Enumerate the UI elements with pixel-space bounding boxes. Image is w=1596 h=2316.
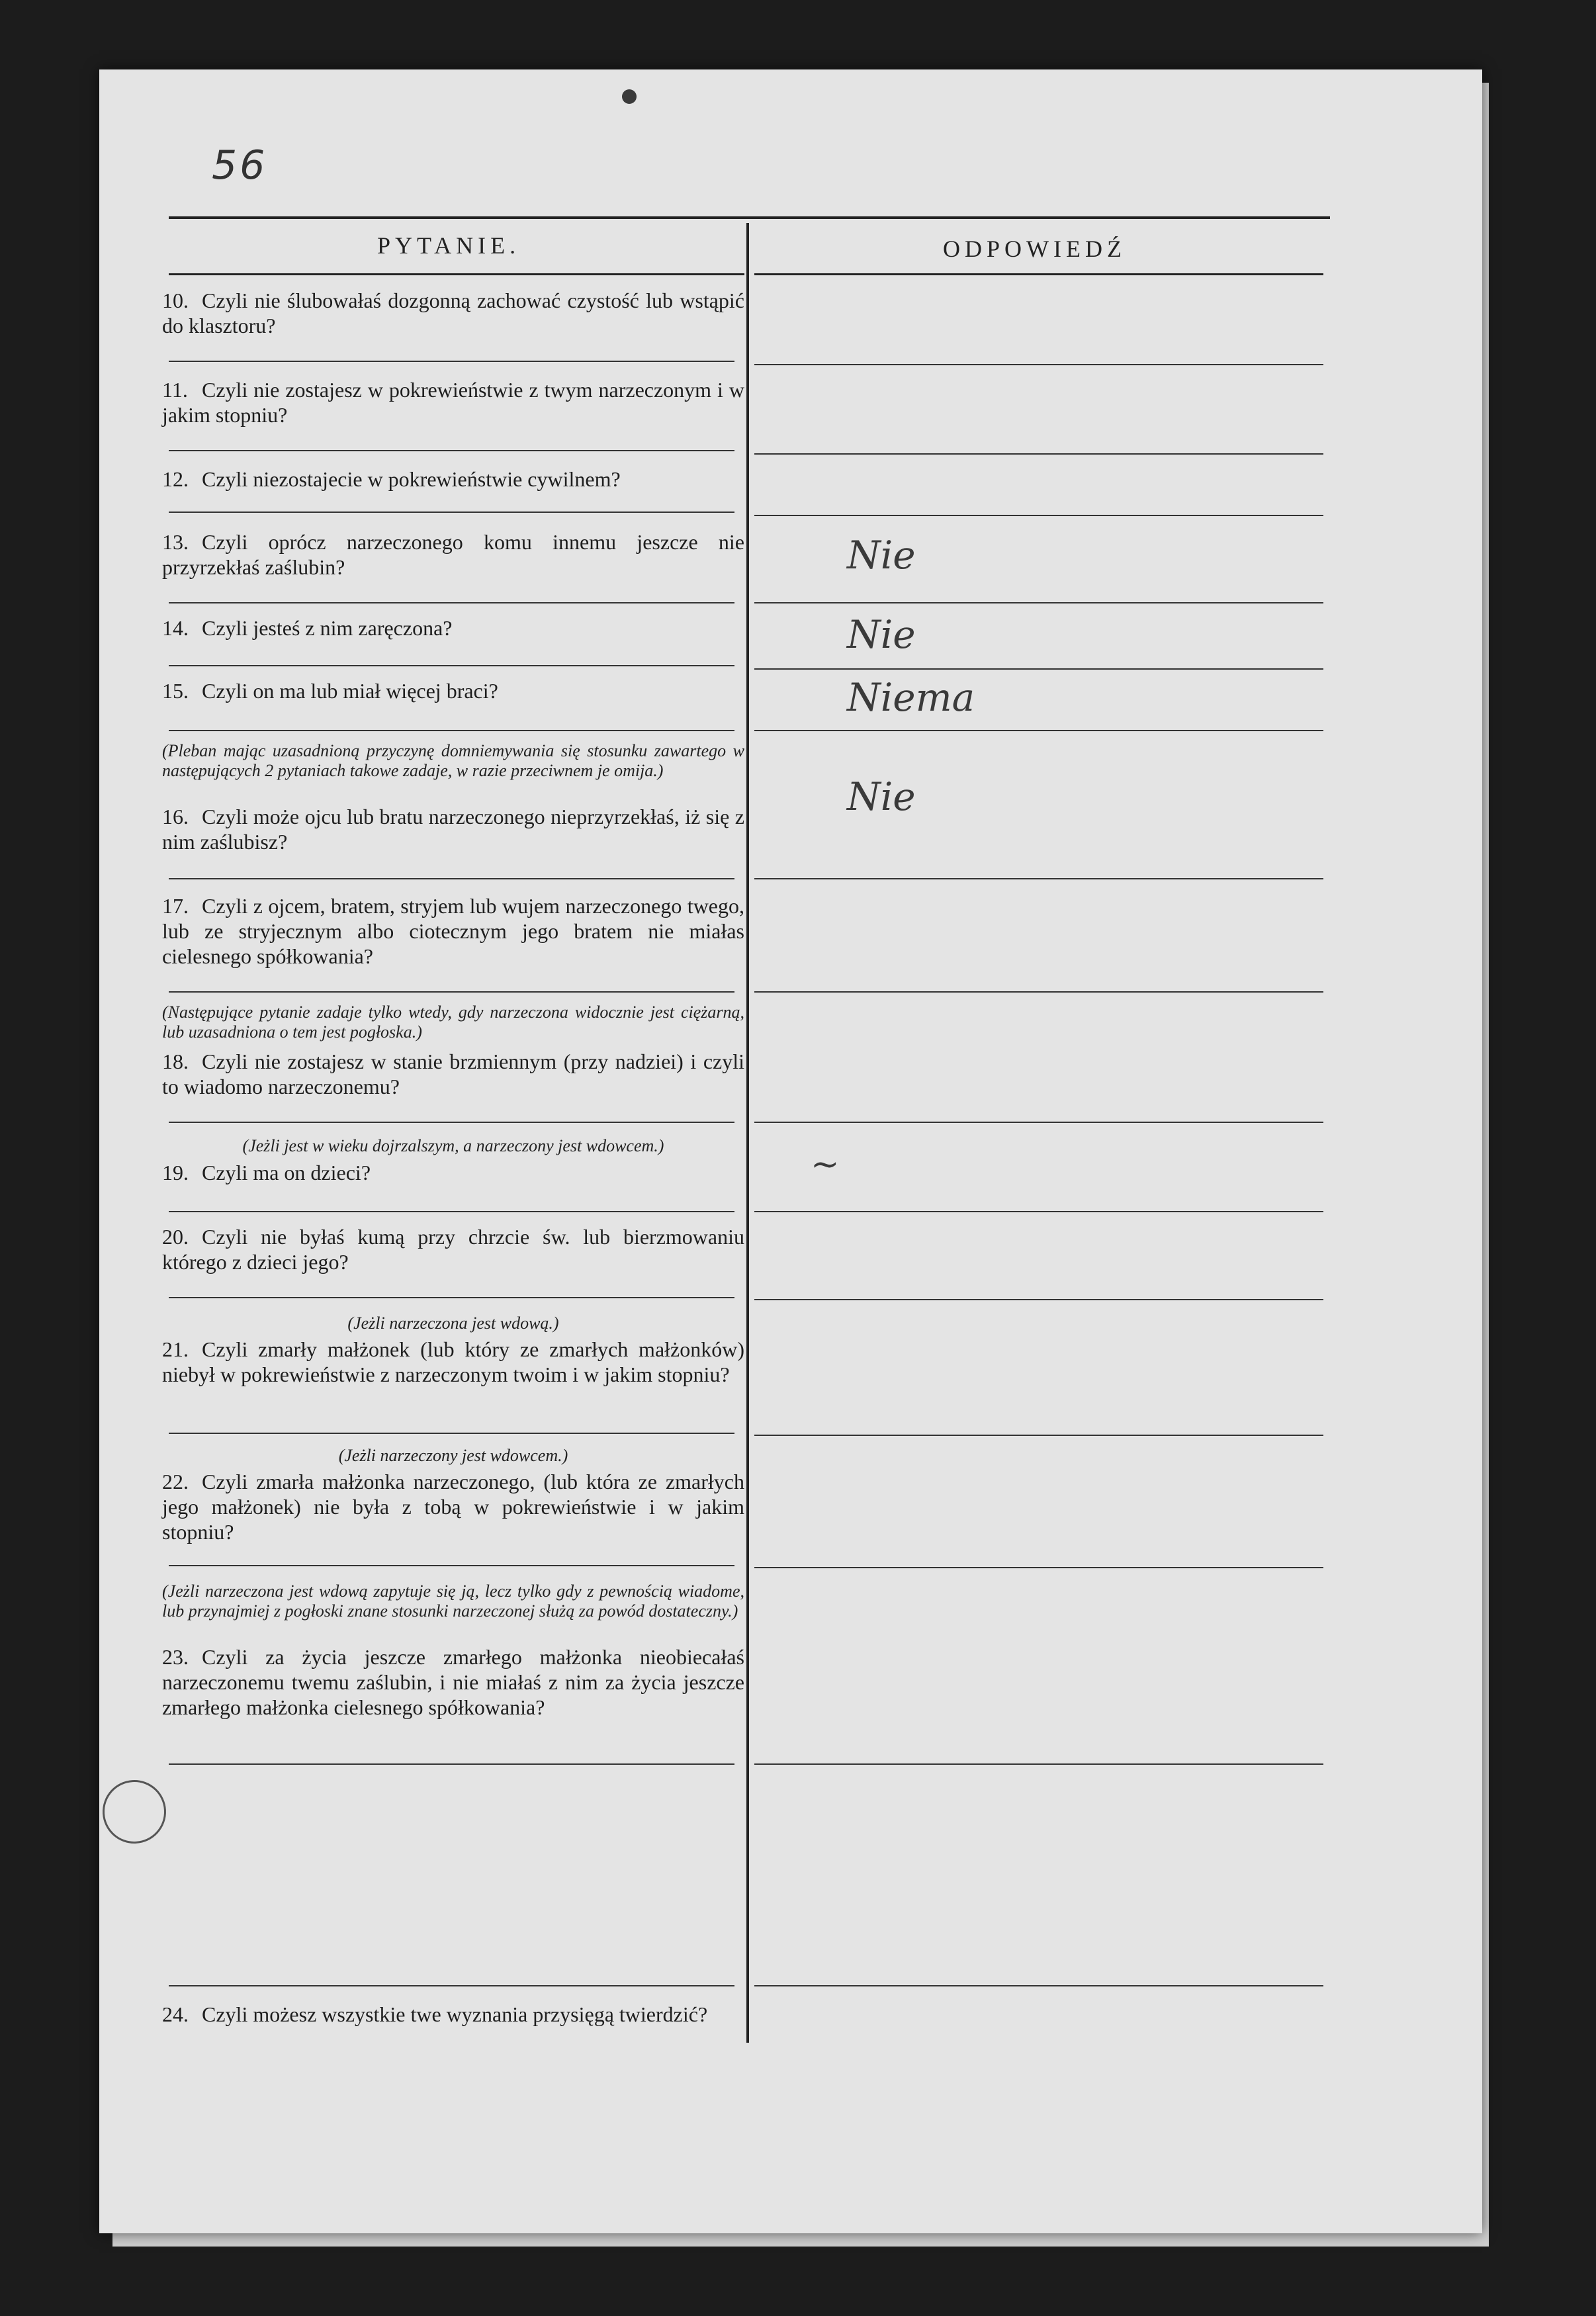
question-20 [162, 1224, 744, 1274]
question-number: 16. [162, 805, 189, 828]
question-10 [162, 288, 744, 338]
header-question: PYTANIE. [377, 232, 521, 259]
note-before-18: (Następujące pytanie zadaje tylko wtedy, gdy narzeczona widocznie jest ciężarną, lub uzasadniona o tem jest pogłoska.) [162, 1002, 744, 1042]
note-before-23: (Jeżli narzeczona jest wdową zapytuje się ją, lecz tylko gdy z pewnością wiadome, lub przynajmiej z pogłoski znane stosunki narzeczonej służą za powód dostateczny.) [162, 1581, 744, 1621]
question-text: Czyli niezostajecie w pokrewieństwie cywilnem? [202, 467, 621, 491]
note-before-22: (Jeżli narzeczony jest wdowcem.) [338, 1446, 568, 1465]
answer-line [754, 1985, 1323, 1986]
question-text: Czyli zmarła małżonka narzeczonego, (lub która ze zmarłych jego małżonek) nie była z tobą w pokrewieństwie i w jakim stopniu? [162, 1470, 744, 1544]
note-before-16: (Pleban mając uzasadnioną przyczynę domniemywania się stosunku zawartego w następujących 2 pytaniach takowe zadaje, w razie przeciwnem je omija.) [162, 741, 744, 780]
answer-line [754, 878, 1323, 879]
top-rule [169, 216, 1330, 219]
question-18 [162, 1049, 744, 1099]
note-before-21: (Jeżli narzeczona jest wdową.) [347, 1314, 559, 1333]
question-number: 13. [162, 530, 189, 554]
header-answer: ODPOWIEDŹ [943, 236, 1126, 262]
separator [169, 1985, 734, 1986]
page-number: 56 [212, 142, 268, 189]
question-24 [162, 2002, 744, 2027]
answer-line [754, 1299, 1323, 1300]
header-rule-left [169, 273, 744, 275]
separator [169, 602, 734, 603]
question-number: 14. [162, 616, 189, 640]
answer-line [754, 730, 1323, 731]
answer-13-handwritten: Nie [847, 533, 916, 578]
question-number: 24. [162, 2002, 189, 2026]
question-number: 17. [162, 894, 189, 918]
question-text: Czyli on ma lub miał więcej braci? [202, 679, 498, 703]
separator [169, 1297, 734, 1298]
question-number: 22. [162, 1470, 189, 1493]
question-13 [162, 529, 744, 580]
column-divider [746, 223, 749, 2043]
answer-line [754, 1763, 1323, 1765]
question-text: Czyli nie byłaś kumą przy chrzcie św. lub bierzmowaniu którego z dzieci jego? [162, 1225, 744, 1274]
question-19 [162, 1160, 744, 1185]
separator [169, 1433, 734, 1434]
separator [169, 665, 734, 666]
question-text: Czyli może ojcu lub bratu narzeczonego nieprzyrzekłaś, iż się z nim zaślubisz? [162, 805, 744, 854]
separator [169, 1565, 734, 1566]
question-number: 20. [162, 1225, 189, 1249]
question-text: Czyli z ojcem, bratem, stryjem lub wujem narzeczonego twego, lub ze stryjecznym albo ciotecznym jego bratem nie miałas cielesnego spółkowania? [162, 894, 744, 968]
separator [169, 1763, 734, 1765]
question-number: 12. [162, 467, 189, 491]
question-15 [162, 678, 744, 703]
question-number: 15. [162, 679, 189, 703]
question-number: 23. [162, 1645, 189, 1669]
separator [169, 512, 734, 513]
answer-line [754, 1567, 1323, 1568]
answer-line [754, 991, 1323, 993]
separator [169, 991, 734, 993]
question-12 [162, 467, 744, 492]
separator [169, 878, 734, 879]
separator [169, 450, 734, 451]
question-text: Czyli nie zostajesz w stanie brzmiennym (przy nadziei) i czyli to wiadomo narzeczonemu? [162, 1049, 744, 1098]
question-text: Czyli jesteś z nim zaręczona? [202, 616, 453, 640]
question-text: Czyli nie zostajesz w pokrewieństwie z twym narzeczonym i w jakim stopniu? [162, 378, 744, 427]
form-page [99, 69, 1482, 2233]
question-number: 19. [162, 1161, 189, 1184]
question-number: 11. [162, 378, 188, 402]
question-number: 18. [162, 1049, 189, 1073]
question-text: Czyli oprócz narzeczonego komu innemu jeszcze nie przyrzekłaś zaślubin? [162, 530, 744, 579]
question-text: Czyli za życia jeszcze zmarłego małżonka nieobiecałaś narzeczonemu twemu zaślubin, i nie miałaś z nim za życia jeszcze zmarłego małżonka cielesnego spółkowania? [162, 1645, 744, 1719]
question-text: Czyli nie ślubowałaś dozgonną zachować czystość lub wstąpić do klasztoru? [162, 289, 744, 337]
question-17 [162, 893, 744, 969]
answer-14-handwritten: Nie [847, 612, 916, 657]
question-21 [162, 1337, 744, 1387]
separator [169, 361, 734, 362]
answer-15-handwritten: Niema [847, 675, 975, 720]
question-23 [162, 1644, 744, 1720]
punch-hole [622, 89, 637, 104]
question-number: 21. [162, 1337, 189, 1361]
question-16 [162, 804, 744, 854]
answer-line [754, 364, 1323, 365]
archive-stamp [92, 1769, 177, 1854]
answer-line [754, 1211, 1323, 1212]
separator [169, 1211, 734, 1212]
header-rule-right [754, 273, 1323, 275]
answer-line [754, 453, 1323, 455]
separator [169, 1122, 734, 1123]
question-number: 10. [162, 289, 189, 312]
question-text: Czyli możesz wszystkie twe wyznania przysięgą twierdzić? [202, 2002, 708, 2026]
answer-19-handwritten-mark: ~ [811, 1145, 840, 1184]
separator [169, 730, 734, 731]
question-14 [162, 615, 744, 641]
answer-line [754, 668, 1323, 670]
answer-line [754, 1435, 1323, 1436]
question-text: Czyli zmarły małżonek (lub który ze zmarłych małżonków) niebył w pokrewieństwie z narzeczonym twoim i w jakim stopniu? [162, 1337, 744, 1386]
note-before-19: (Jeżli jest w wieku dojrzalszym, a narzeczony jest wdowcem.) [242, 1136, 664, 1155]
question-11 [162, 377, 744, 427]
question-22 [162, 1469, 744, 1544]
answer-line [754, 602, 1323, 603]
answer-line [754, 515, 1323, 516]
question-text: Czyli ma on dzieci? [202, 1161, 371, 1184]
answer-16-handwritten: Nie [847, 774, 916, 819]
answer-line [754, 1122, 1323, 1123]
